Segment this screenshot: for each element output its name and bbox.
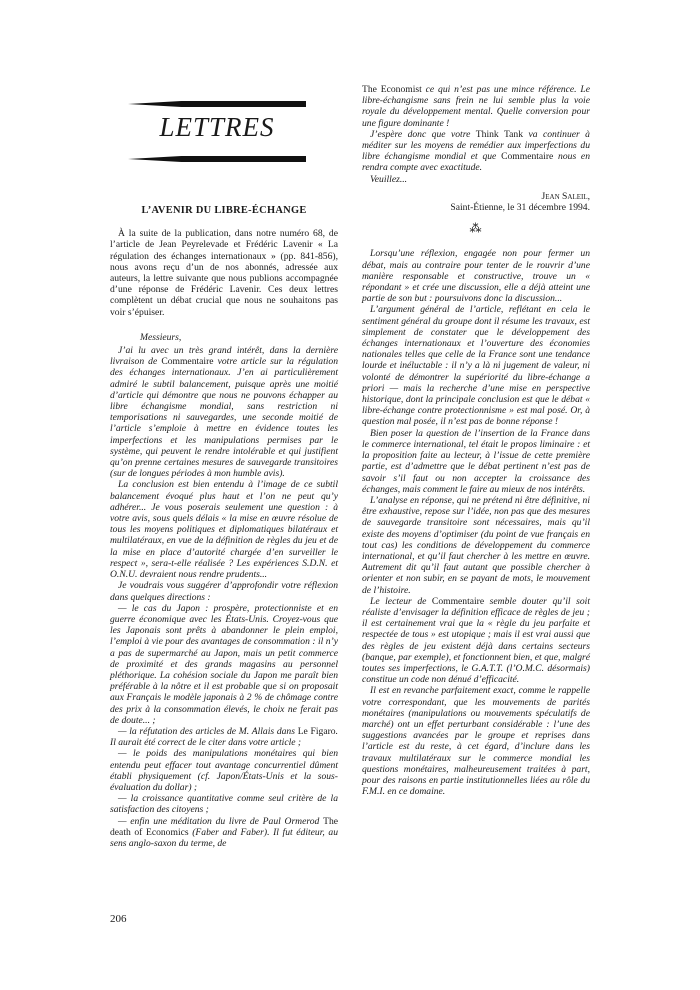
left-column [110, 205, 338, 849]
reply-paragraph-2: L’argument général de l’article, reflétant en cela le sentiment général du groupe dont il résume les travaux, est simplement de constater que le développement des échanges internationaux et l’ouverture des économies nationales telles que celle de la France sont une tendance lourde et inéluctable : il n’y a là ni jugement de valeur, ni volonté de démontrer la supériorité du libre-échange a priori — mais la recherche d’une mise en perspective historique, dont la principale conclusion est que le débat « libre-échange contre protectionnisme » est mal posé. Or, à question mal posée, il n’est pas de bonne réponse ! [362, 304, 590, 428]
letter-signature [362, 191, 590, 213]
intro-paragraph: À la suite de la publication, dans notre numéro 68, de l’article de Jean Peyrelevade et Frédéric Lavenir « La régulation des échanges internationaux » (pp. 841-856), nous avons reçu d’un de nos abonnés, adressée aux auteurs, la lettre suivante que nous publions accompagnée d’une réponse de Frédéric Lavenir. Ces deux lettres complètent un débat crucial que nous ne souhaitons pas voir s’épuiser. [110, 228, 338, 318]
header-rule-bottom [128, 156, 306, 162]
signature-name: Jean Saleil, [541, 190, 590, 202]
letter-paragraph-8b: The Economist ce qui n’est pas une mince référence. Le libre-échangisme sans frein ne lui semble plus la voie royale du développement mental. Quelle conversion pour une figure dominante ! [362, 84, 590, 129]
letter-paragraph-8a: — enfin une méditation du livre de Paul Ormerod The death of Economics (Faber and Faber). Il fut éditeur, au sens anglo-saxon du terme, de [110, 815, 338, 849]
reply-paragraph-1: Lorsqu’une réflexion, engagée non pour fermer un débat, mais au contraire pour tenter de le rouvrir d’une manière responsable et constructive, trouve un « répondant » et crée une discussion, elle a déjà atteint une partie de son but : poursuivons donc la discussion... [362, 248, 590, 305]
letter-paragraph-3: Je voudrais vous suggérer d’approfondir votre réflexion dans quelques directions : [110, 580, 338, 603]
letter-paragraph-4: — le cas du Japon : prospère, protectionniste et en guerre économique avec les États-Unis. Croyez-vous que les Japonais sont prêts à abandonner le plein emploi, l’emploi à vie pour des avantages de consommation : il n’y a pas de supermarché au Japon, mais un petit commerce de proximité et des grands magasins au personnel pléthorique. La cohésion sociale du Japon me paraît bien préférable à la nôtre et il est probable que si on proposait aux Français le modèle japonais à 2 % de chômage contre des prix à la consommation élevés, le choix ne ferait pas de doute... ; [110, 602, 338, 726]
reply-paragraph-4: L’analyse en réponse, qui ne prétend ni être définitive, ni être exhaustive, repose sur l’idée, non pas que des mesures de sauvegarde transitoire sont nécessaires, mais qu’il existe des moyens d’optimiser (du point de vue français en tout cas) les conditions de développement du commerce international, et qu’il faut chercher à les mettre en œuvre. Autrement dit qu’il faut autant que possible chercher à orienter et non subir, en se payant de mots, le mouvement de l’histoire. [362, 494, 590, 596]
section-title: L’AVENIR DU LIBRE-ÉCHANGE [141, 205, 307, 216]
reply-paragraph-3: Bien poser la question de l’insertion de la France dans le commerce international, tel était le propos liminaire : et la proposition faite au lecteur, à l’issue de cette première partie, est d’admettre que le débat pertinent n’est pas de savoir s’il faut ou non accepter la croissance des échanges, mais comment le faire au mieux de nos intérêts. [362, 427, 590, 495]
header-rule-top [128, 101, 306, 107]
reply-paragraph-5: Le lecteur de Commentaire semble douter qu’il soit réaliste d’envisager la définition efficace de règles de jeu ; il est certainement vrai que la « règle du jeu parfaite et respectée de tous » est utopique ; mais il est vrai aussi que des règles de jeu existent déjà dans certains secteurs (banque, par exemple), et fonctionnent bien, et que, malgré toutes ses imperfections, le G.A.T.T. (l’O.M.C. désormais) constitue un code non dénué d’efficacité. [362, 595, 590, 686]
letter-paragraph-9: J’espère donc que votre Think Tank va continuer à méditer sur les moyens de remédier aux imperfections du libre échangisme mondial et que Commentaire nous en rendra compte avec exactitude. [362, 128, 590, 174]
letter-paragraph-7: — la croissance quantitative comme seul critère de la satisfaction des citoyens ; [110, 793, 338, 816]
letter-closing: Veuillez... [370, 173, 408, 185]
reply-paragraph-6: Il est en revanche parfaitement exact, comme le rappelle votre correspondant, que les mouvements de parités monétaires (manipulations ou mouvements spéculatifs de marché) ont un effet perturbant considérable : l’une des suggestions avancées par le groupe et reprises dans l’article est du reste, à cet égard, d’inclure dans les travaux multilatéraux sur le commerce mondial les questions monétaires, malheureusement traitées à part, pour des raisons en partie institutionnelles liées au rôle du F.M.I. en ce domaine. [362, 685, 590, 798]
section-separator: ⁂ [469, 221, 483, 236]
page-title: LETTRES [159, 112, 275, 142]
letter-paragraph-5: — la réfutation des articles de M. Allais dans Le Figaro. Il aurait été correct de le citer dans votre article ; [110, 725, 338, 749]
signature-place-date: Saint-Étienne, le 31 décembre 1994. [450, 202, 590, 214]
letter-paragraph-6: — le poids des manipulations monétaires qui bien entendu peut effacer tout avantage concurrentiel dûment établi physiquement (cf. Japon/États-Unis et la sous-évaluation du dollar) ; [110, 748, 338, 793]
letter-paragraph-2: La conclusion est bien entendu à l’image de ce subtil balancement évoqué plus haut et l’on ne peut qu’y adhérer... Je vous poserais seulement une question : à votre avis, sous quels délais « la mise en œuvre résolue de tous les moyens politiques et diplomatiques bilatéraux et multilatéraux, en vue de la définition de règles du jeu et de la mise en place d’autorité chargée d’en surveiller le respect », sera-t-elle réalisée ? Les expériences S.D.N. et O.N.U. devraient nous rendre prudents... [110, 479, 338, 581]
letter-paragraph-1: J’ai lu avec un très grand intérêt, dans la dernière livraison de Commentaire votre article sur la régulation des échanges internationaux. J’en ai particulièrement admiré le subtil balancement, puisque après une moitié d’article qui démontre que nous ne pouvons échapper au libre échangisme mondial, sans restriction ni temporisations ni sauvegardes, une seconde moitié de l’article s’emploie à mettre en évidence toutes les imperfections et les manipulations permises par le système, qui peuvent le rendre intolérable et qui justifient qu’on prenne certaines mesures de sauvegarde transitoires (sur de longues périodes à mon humble avis). [110, 345, 338, 480]
page-number: 206 [110, 913, 127, 925]
letter-salutation: Messieurs, [140, 331, 182, 343]
right-column [362, 84, 590, 797]
